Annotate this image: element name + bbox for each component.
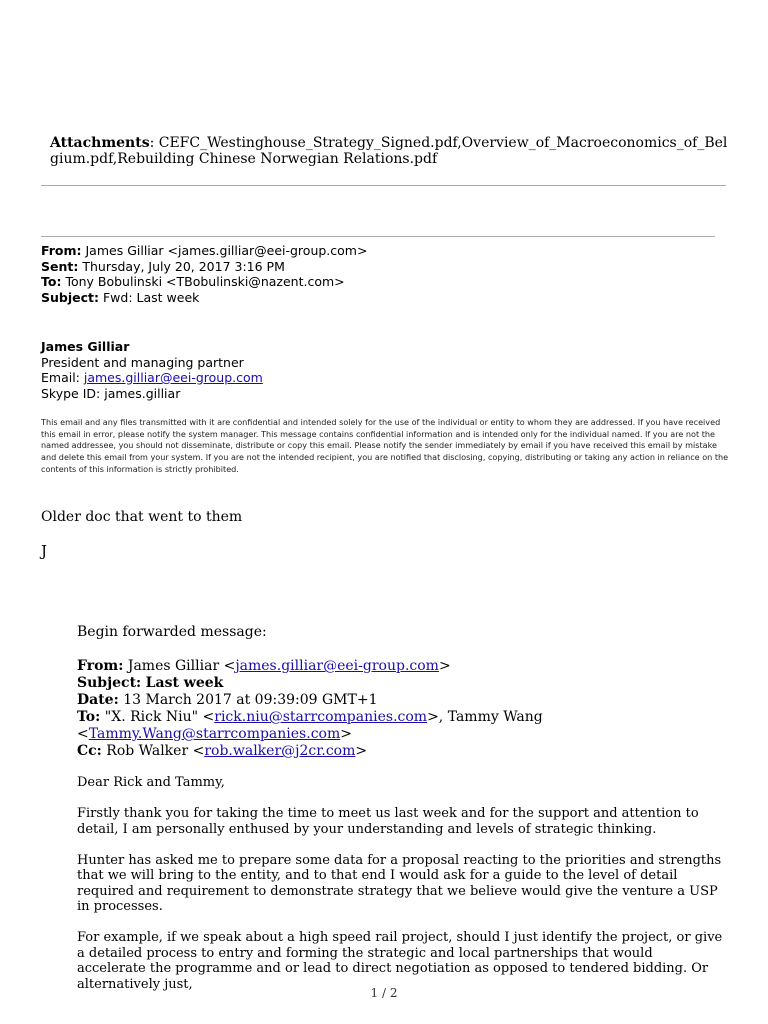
signature-email-label: Email: (41, 370, 84, 385)
forwarded-to-cont (77, 726, 727, 743)
divider-top (41, 185, 726, 186)
signature-email-line (41, 370, 263, 386)
forwarded-cc-label: Cc: (77, 743, 102, 759)
attachments-line (50, 135, 730, 167)
divider-header (41, 236, 715, 237)
header-from-value: James Gilliar <james.gilliar@eei-group.com> (85, 243, 368, 258)
email-header (41, 243, 367, 305)
forwarded-to-prefix: "X. Rick Niu" < (104, 709, 215, 725)
forwarded-subject-label: Subject: (77, 675, 142, 691)
forwarded-date (77, 692, 727, 709)
forwarded-to-email2-link[interactable]: Tammy.Wang@starrcompanies.com (88, 726, 341, 742)
header-to-value: Tony Bobulinski <TBobulinski@nazent.com> (65, 274, 345, 289)
body-paragraph-3: For example, if we speak about a high speed rail project, should I just identify the project, or give a detailed process to entry and forming the strategic and local partnerships that would accelerate the programme and or lead to direct negotiation as opposed to tendered bidding. Or alternatively just, (77, 930, 723, 992)
forwarded-from-close: > (438, 658, 451, 674)
signature-name-text: James Gilliar (41, 339, 130, 354)
header-sent-label: Sent: (41, 258, 79, 274)
forwarded-from-name: James Gilliar < (127, 658, 236, 674)
body-paragraph-2: Hunter has asked me to prepare some data for a proposal reacting to the priorities and strengths that we will bring to the entity, and to that end I would ask for a guide to the level of detail required and requirement to demonstrate strategy that we believe would give the venture a USP in processes. (77, 852, 722, 914)
forwarded-intro: Begin forwarded message: (77, 624, 267, 640)
forwarded-date-value: 13 March 2017 at 09:39:09 GMT+1 (123, 692, 378, 708)
signature-block (41, 339, 263, 401)
signature-skype: Skype ID: james.gilliar (41, 385, 181, 401)
email-body (77, 775, 725, 1008)
forwarded-to-label: To: (77, 709, 101, 725)
header-subject-label: Subject: (41, 289, 99, 305)
header-from-label: From: (41, 243, 82, 258)
forwarded-cc-email-link[interactable]: rob.walker@j2cr.com (204, 743, 356, 759)
signature-title: President and managing partner (41, 354, 244, 370)
header-sent-value: Thursday, July 20, 2017 3:16 PM (82, 258, 285, 274)
signature-email-link[interactable]: james.gilliar@eei-group.com (83, 370, 263, 385)
forwarded-to (77, 709, 727, 726)
signature-name (41, 339, 263, 355)
forwarded-cc-prefix: Rob Walker < (106, 743, 205, 759)
attachments-label: Attachments (50, 135, 150, 151)
forwarded-subject (77, 675, 727, 692)
forwarded-from (77, 658, 727, 675)
header-sent (41, 259, 367, 275)
forwarded-date-label: Date: (77, 692, 119, 708)
forwarded-from-label: From: (77, 658, 124, 674)
page-number: 1 / 2 (370, 986, 398, 1000)
note-initial: J (41, 542, 48, 560)
forwarded-cc (77, 743, 727, 760)
body-greeting: Dear Rick and Tammy, (77, 775, 225, 790)
forwarded-from-email-link[interactable]: james.gilliar@eei-group.com (235, 658, 439, 674)
attachments-separator: : (149, 135, 159, 151)
header-subject (41, 290, 367, 306)
forwarded-header (77, 624, 727, 760)
forwarded-to-middle: >, Tammy Wang (427, 709, 543, 725)
forwarded-cc-close: > (355, 743, 368, 759)
header-to-label: To: (41, 274, 62, 289)
body-paragraph-1: Firstly thank you for taking the time to meet us last week and for the support and attention to detail, I am personally enthused by your understanding and levels of strategic thinking. (77, 806, 699, 837)
forwarded-to-close2: > (340, 726, 352, 742)
header-subject-value: Fwd: Last week (102, 289, 200, 305)
header-to (41, 274, 367, 290)
attachments-files: CEFC_Westinghouse_Strategy_Signed.pdf,Overview_of_Macroeconomics_of_Belgium.pdf,Rebuilding Chinese Norwegian Relations.pdf (50, 135, 728, 167)
forwarded-to-email1-link[interactable]: rick.niu@starrcompanies.com (214, 709, 428, 725)
forwarded-to-open2: < (77, 726, 89, 742)
header-from (41, 243, 367, 259)
confidentiality-disclaimer: This email and any files transmitted with it are confidential and intended solely for the use of the individual or entity to whom they are addressed. If you have received this email in error, please notify the system manager. This message contains confidential information and is intended only for the individual named. If you are not the named addressee, you should not disseminate, distribute or copy this email. Please notify the sender immediately by email if you have received this email by mistake and delete this email from your system. If you are not the intended recipient, you are notified that disclosing, copying, distributing or taking any action in reliance on the contents of this information is strictly prohibited. (41, 417, 729, 474)
forwarded-subject-value: Last week (145, 675, 224, 691)
note-text: Older doc that went to them (41, 509, 243, 525)
